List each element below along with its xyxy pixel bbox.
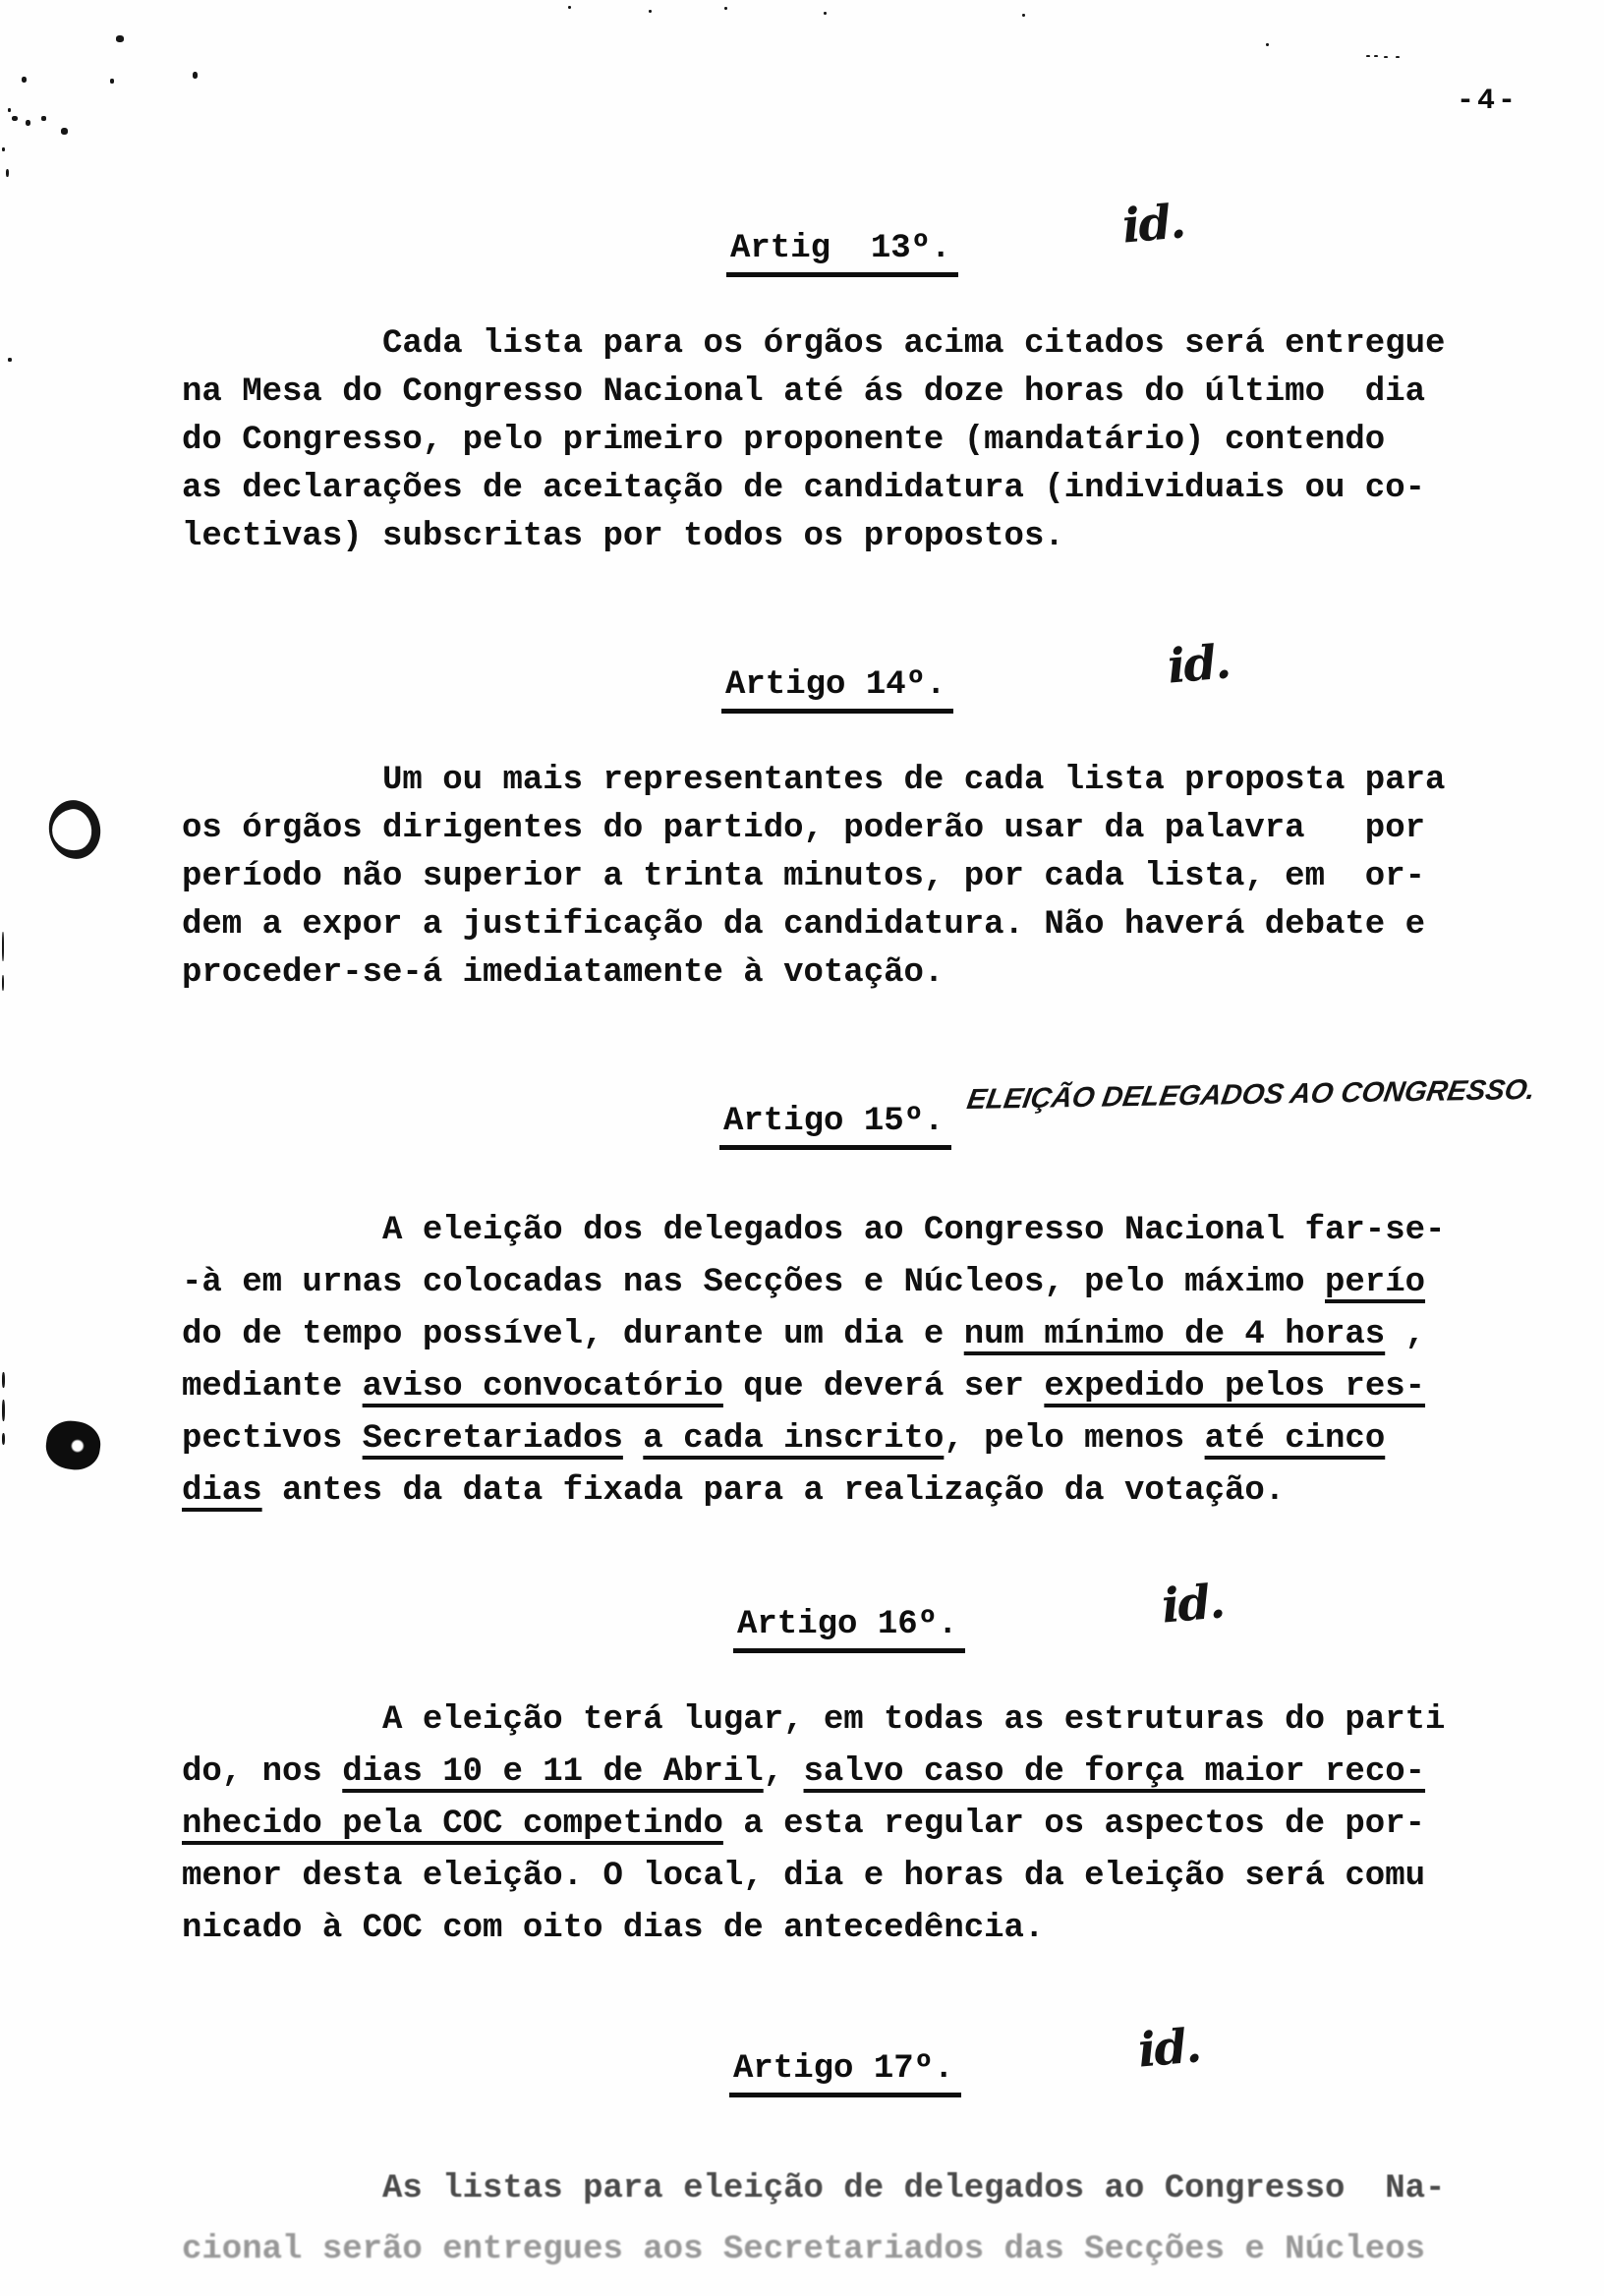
- text-segment: do de tempo possível, durante um dia e: [182, 1316, 964, 1353]
- ink-speck: [22, 77, 27, 83]
- hand-underlined-text: nhecido pela COC competindo: [182, 1806, 723, 1843]
- hole-punch-ring-mark: [43, 795, 105, 864]
- text-segment: mediante: [182, 1368, 363, 1406]
- text-line: [182, 805, 1518, 853]
- ink-speck: [1366, 55, 1370, 57]
- text-segment: menor desta eleição. O local, dia e horas da eleição será comu: [182, 1858, 1426, 1895]
- ink-speck: [649, 10, 652, 13]
- ink-speck: [8, 108, 11, 112]
- heading-artigo-13: Artig 13º.: [726, 230, 958, 277]
- text-line: [182, 1309, 1518, 1361]
- text-segment: Um ou mais representantes de cada lista proposta para: [182, 762, 1446, 799]
- ink-speck: [1374, 55, 1378, 57]
- text-segment: nicado à COC com oito dias de antecedência.: [182, 1910, 1045, 1947]
- ink-speck: [1266, 43, 1269, 46]
- ink-speck: [2, 1400, 5, 1421]
- text-line: [182, 2158, 1518, 2219]
- hand-underlined-text: Secretariados: [362, 1420, 623, 1458]
- hand-underlined-text: num mínimo de 4 horas: [963, 1316, 1386, 1353]
- text-line: [182, 1361, 1518, 1413]
- ink-speck: [110, 79, 114, 84]
- text-segment: A eleição terá lugar, em todas as estruturas do parti: [182, 1701, 1446, 1739]
- text-segment: os órgãos dirigentes do partido, poderão usar da palavra por: [182, 810, 1426, 847]
- text-line: [182, 1747, 1518, 1799]
- ink-speck: [2, 975, 4, 991]
- text-segment: que deverá ser: [722, 1368, 1045, 1406]
- ink-speck: [1396, 56, 1400, 58]
- text-line: [182, 369, 1518, 417]
- handwritten-note-id-16: id.: [1159, 1574, 1226, 1635]
- paragraph-artigo-14: [182, 757, 1518, 998]
- text-segment: proceder-se-á imediatamente à votação.: [182, 954, 945, 992]
- text-line: [182, 1257, 1518, 1309]
- text-line: [182, 1799, 1518, 1851]
- hand-underlined-text: a cada inscrito: [643, 1420, 945, 1458]
- hand-underlined-text: expedido pelos res-: [1044, 1368, 1426, 1406]
- handwritten-note-id-14: id.: [1165, 634, 1232, 695]
- text-segment: ,: [1385, 1316, 1426, 1353]
- ink-speck: [193, 72, 198, 79]
- text-line: [182, 1465, 1518, 1518]
- handwritten-note-eleicao-delegados: ELEIÇÃO DELEGADOS AO CONGRESSO.: [964, 1073, 1538, 1117]
- ink-speck: [824, 12, 827, 15]
- ink-speck: [724, 7, 727, 10]
- ink-speck: [2, 1433, 5, 1445]
- ink-speck: [2, 147, 5, 151]
- text-line: [182, 853, 1518, 901]
- text-line: [182, 320, 1518, 369]
- text-segment: período não superior a trinta minutos, por cada lista, em or-: [182, 858, 1426, 895]
- handwritten-note-id-17: id.: [1135, 2018, 1202, 2079]
- text-segment: lectivas) subscritas por todos os propostos.: [182, 518, 1064, 555]
- paragraph-artigo-16: [182, 1694, 1518, 1955]
- text-line: [182, 1903, 1518, 1955]
- hand-underlined-text: dias 10 e 11 de Abril: [342, 1753, 764, 1791]
- hand-underlined-text: dias: [182, 1472, 262, 1510]
- text-segment: as declarações de aceitação de candidatura (individuais ou co-: [182, 470, 1426, 507]
- handwritten-note-id-13: id.: [1119, 194, 1186, 255]
- heading-artigo-17: Artigo 17º.: [729, 2050, 961, 2097]
- text-line: [182, 949, 1518, 998]
- paragraph-artigo-13: [182, 320, 1518, 561]
- heading-artigo-15: Artigo 15º.: [719, 1103, 951, 1150]
- text-segment: antes da data fixada para a realização da votação.: [261, 1472, 1286, 1510]
- text-segment: ,: [763, 1753, 804, 1791]
- page-number: -4-: [1457, 85, 1519, 118]
- hand-underlined-text: até cinco: [1204, 1420, 1386, 1458]
- text-segment: [623, 1420, 643, 1458]
- text-line: [182, 465, 1518, 513]
- ink-speck: [568, 6, 571, 9]
- paragraph-artigo-15: [182, 1205, 1518, 1518]
- heading-artigo-16: Artigo 16º.: [733, 1606, 965, 1653]
- text-segment: -à em urnas colocadas nas Secções e Núcleos, pelo máximo: [182, 1264, 1325, 1301]
- hand-underlined-text: salvo caso de força maior reco-: [803, 1753, 1426, 1791]
- ink-blob-mark: [43, 1417, 103, 1472]
- text-segment: pectivos: [182, 1420, 363, 1458]
- text-segment: a esta regular os aspectos de por-: [722, 1806, 1426, 1843]
- text-line: [182, 1205, 1518, 1257]
- text-line: [182, 417, 1518, 465]
- text-segment: na Mesa do Congresso Nacional até ás doze horas do último dia: [182, 373, 1426, 411]
- text-segment: cional serão entregues aos Secretariados das Secções e Núcleos: [182, 2231, 1426, 2268]
- ink-speck: [41, 116, 46, 121]
- text-segment: do Congresso, pelo primeiro proponente (mandatário) contendo: [182, 422, 1386, 459]
- ink-speck: [8, 358, 12, 362]
- ink-speck: [1384, 56, 1388, 58]
- ink-speck: [1022, 14, 1025, 17]
- text-line: [182, 513, 1518, 561]
- text-segment: A eleição dos delegados ao Congresso Nacional far-se-: [182, 1212, 1446, 1249]
- ink-speck: [2, 932, 4, 961]
- text-segment: Cada lista para os órgãos acima citados será entregue: [182, 325, 1446, 363]
- text-line: [182, 901, 1518, 949]
- text-line: [182, 2219, 1518, 2280]
- ink-speck: [26, 120, 30, 126]
- text-segment: , pelo menos: [944, 1420, 1205, 1458]
- hand-underlined-text: aviso convocatório: [362, 1368, 723, 1406]
- text-segment: dem a expor a justificação da candidatura. Não haverá debate e: [182, 906, 1426, 944]
- text-line: [182, 1694, 1518, 1747]
- ink-speck: [61, 128, 68, 135]
- ink-speck: [116, 35, 124, 42]
- text-segment: As listas para eleição de delegados ao Congresso Na-: [182, 2170, 1446, 2208]
- ink-speck: [12, 116, 18, 121]
- text-line: [182, 757, 1518, 805]
- text-line: [182, 1413, 1518, 1465]
- heading-artigo-14: Artigo 14º.: [721, 666, 953, 714]
- text-line: [182, 1851, 1518, 1903]
- ink-speck: [2, 1372, 5, 1388]
- ink-speck: [6, 169, 9, 177]
- text-segment: do, nos: [182, 1753, 343, 1791]
- hand-underlined-text: perío: [1325, 1264, 1426, 1301]
- paragraph-artigo-17: [182, 2158, 1518, 2280]
